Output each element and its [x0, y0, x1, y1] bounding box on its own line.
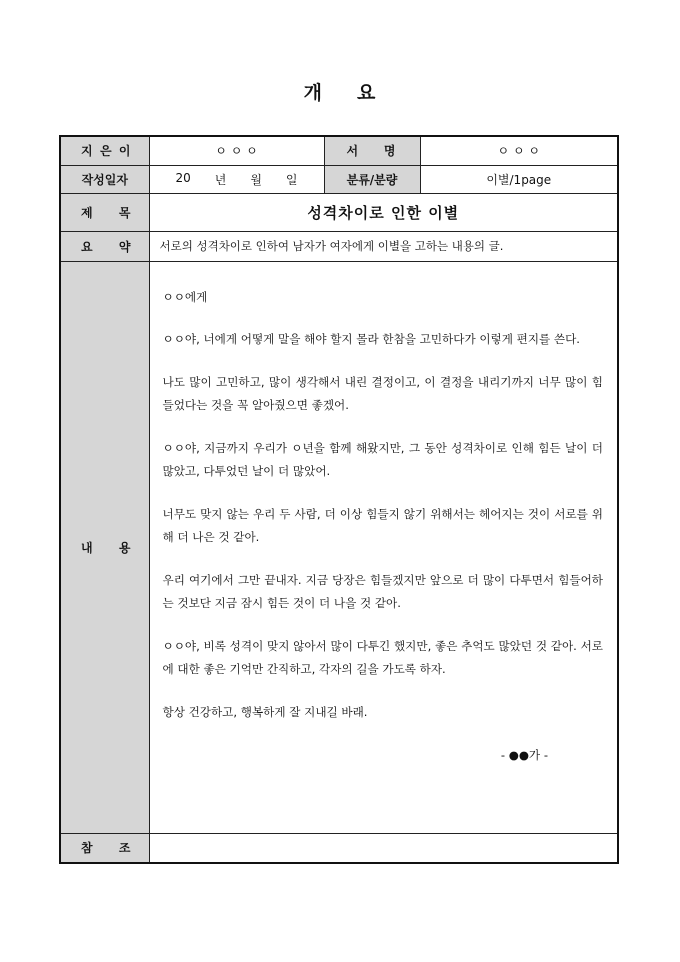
sign-off: - ●●가 - — [500, 747, 548, 762]
row-subject — [60, 193, 618, 231]
document-title — [0, 78, 680, 105]
date-day-unit: 일 — [285, 172, 298, 187]
content-paragraph: ㅇㅇ야, 너에게 어떻게 말을 해야 할지 몰라 한참을 고민하다가 이렇게 편지를 쓴다. — [162, 331, 580, 346]
title-right: 요 — [357, 82, 377, 104]
content-paragraph: 나도 많이 고민하고, 많이 생각해서 내린 결정이고, 이 결정을 내리기까지 너무 많이 힘들었다는 것을 꼭 알아줬으면 좋겠어. — [162, 374, 603, 412]
label-summary: 요 약 — [60, 231, 149, 261]
label-category: 분류/분량 — [324, 165, 420, 193]
content-paragraph: ㅇㅇ야, 비록 성격이 맞지 않아서 많이 다투긴 했지만, 좋은 추억도 많았던 것 같아. 서로에 대한 좋은 기억만 간직하고, 각자의 길을 가도록 하자. — [162, 638, 603, 676]
label-date: 작성일자 — [60, 165, 149, 193]
row-summary — [60, 231, 618, 261]
row-author — [60, 136, 618, 165]
label-author: 지 은 이 — [60, 136, 149, 165]
date-year-unit: 년 — [214, 172, 227, 187]
value-content — [149, 261, 618, 833]
value-signature: ㅇ ㅇ ㅇ — [420, 136, 618, 165]
content-paragraph: ㅇㅇ야, 지금까지 우리가 ㅇ년을 함께 해왔지만, 그 동안 성격차이로 인해 힘든 날이 더 많았고, 다투었던 날이 더 많았어. — [162, 440, 603, 478]
value-author: ㅇ ㅇ ㅇ — [149, 136, 324, 165]
row-reference — [60, 833, 618, 863]
row-content — [60, 261, 618, 833]
value-subject: 성격차이로 인한 이별 — [149, 193, 618, 231]
value-summary: 서로의 성격차이로 인하여 남자가 여자에게 이별을 고하는 내용의 글. — [149, 231, 618, 261]
row-date — [60, 165, 618, 193]
overview-form — [59, 135, 619, 864]
content-paragraph: 우리 여기에서 그만 끝내자. 지금 당장은 힘들겠지만 앞으로 더 많이 다투면서 힘들어하는 것보단 지금 잠시 힘든 것이 더 나을 것 같아. — [162, 572, 603, 610]
date-year: 20 — [175, 170, 191, 185]
value-reference — [149, 833, 618, 863]
value-category: 이별/1page — [420, 165, 618, 193]
label-signature: 서 명 — [324, 136, 420, 165]
title-left: 개 — [303, 82, 323, 104]
value-date — [149, 165, 324, 193]
date-month-unit: 월 — [250, 172, 262, 187]
content-paragraph: 너무도 맞지 않는 우리 두 사람, 더 이상 힘들지 않기 위해서는 헤어지는 것이 서로를 위해 더 나은 것 같아. — [162, 506, 603, 544]
content-paragraph: 항상 건강하고, 행복하게 잘 지내길 바래. — [162, 704, 368, 719]
label-subject: 제 목 — [60, 193, 149, 231]
content-paragraph: ㅇㅇ에게 — [162, 289, 208, 304]
label-content: 내 용 — [60, 261, 149, 833]
label-reference: 참 조 — [60, 833, 149, 863]
